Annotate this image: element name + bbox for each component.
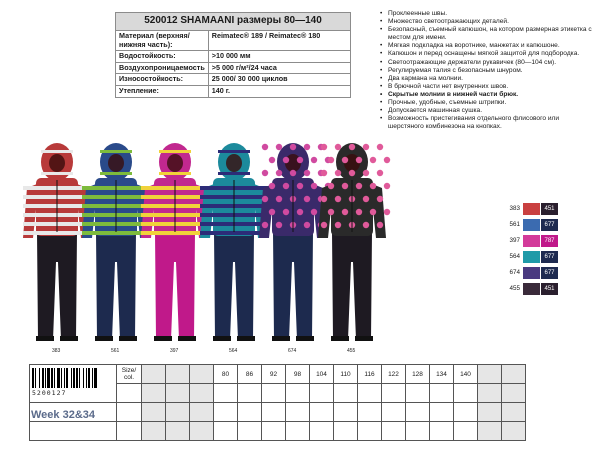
spec-key: Материал (верхняя/ нижняя часть): bbox=[116, 31, 209, 51]
color-swatch-dark: 451 bbox=[541, 203, 558, 215]
qty-cell[interactable] bbox=[166, 403, 190, 422]
qty-cell[interactable] bbox=[310, 422, 334, 441]
barcode-bar bbox=[76, 368, 78, 388]
barcode-bar bbox=[73, 368, 75, 388]
size-140: 140 bbox=[454, 365, 478, 384]
size-col-header: Size/ col. bbox=[117, 365, 142, 384]
barcode-bar bbox=[94, 368, 97, 388]
barcode bbox=[32, 368, 116, 388]
qty-cell[interactable] bbox=[430, 403, 454, 422]
snowsuit-383 bbox=[23, 143, 91, 341]
qty-cell[interactable] bbox=[382, 384, 406, 403]
qty-cell[interactable] bbox=[430, 422, 454, 441]
qty-cell[interactable] bbox=[454, 422, 478, 441]
color-swatch-dark: 677 bbox=[541, 251, 558, 263]
barcode-bar bbox=[32, 368, 34, 388]
suit-code: 564 bbox=[229, 348, 238, 354]
snowsuit-674 bbox=[259, 143, 331, 341]
qty-cell[interactable] bbox=[502, 422, 526, 441]
qty-cell[interactable] bbox=[334, 384, 358, 403]
spec-value: Reimatec® 189 / Reimatec® 180 bbox=[208, 31, 350, 51]
snowsuit-564 bbox=[200, 143, 268, 341]
size-92: 92 bbox=[262, 365, 286, 384]
size-86: 86 bbox=[238, 365, 262, 384]
suit-code: 561 bbox=[111, 348, 120, 354]
feature-item: • Мягкая подкладка на воротнике, манжетах и капюшоне. bbox=[380, 42, 596, 50]
barcode-bar bbox=[51, 368, 53, 388]
qty-cell[interactable] bbox=[286, 422, 310, 441]
suit-code: 397 bbox=[170, 348, 179, 354]
feature-item: • Возможность пристегивания отдельного флисового или шерстяного комбинезона на кнопках. bbox=[380, 115, 596, 131]
feature-item: • Два кармана на молнии. bbox=[380, 75, 596, 83]
swatch-code: 674 bbox=[509, 269, 520, 276]
barcode-bar bbox=[61, 368, 62, 388]
qty-cell[interactable] bbox=[166, 384, 190, 403]
spec-key: Водостойкость: bbox=[116, 51, 209, 63]
qty-cell[interactable] bbox=[214, 422, 238, 441]
color-swatch bbox=[523, 283, 540, 295]
size-122: 122 bbox=[382, 365, 406, 384]
barcode-bar bbox=[88, 368, 90, 388]
qty-cell[interactable] bbox=[358, 422, 382, 441]
qty-cell[interactable] bbox=[358, 403, 382, 422]
swatch-code: 383 bbox=[509, 205, 520, 212]
color-swatch bbox=[523, 251, 540, 263]
feature-item: • Регулируемая талия с безопасным шнуром. bbox=[380, 67, 596, 75]
barcode-number: 5200127 bbox=[32, 389, 67, 397]
week-label: Week 32&34 bbox=[31, 409, 96, 421]
qty-cell[interactable] bbox=[214, 403, 238, 422]
spec-value: 25 000/ 30 000 циклов bbox=[208, 74, 350, 86]
feature-item: • Прочные, удобные, съемные штрипки. bbox=[380, 99, 596, 107]
barcode-bar bbox=[64, 368, 65, 388]
barcode-bar bbox=[79, 368, 80, 388]
qty-cell[interactable] bbox=[238, 403, 262, 422]
spec-value: >5 000 г/м²/24 часа bbox=[208, 62, 350, 74]
barcode-bar bbox=[66, 368, 68, 388]
qty-cell[interactable] bbox=[382, 403, 406, 422]
swatch-code: 397 bbox=[509, 237, 520, 244]
feature-item: • Допускается машинная сушка. bbox=[380, 107, 596, 115]
barcode-bar bbox=[54, 368, 55, 388]
qty-cell[interactable] bbox=[406, 403, 430, 422]
size-128: 128 bbox=[406, 365, 430, 384]
suit-code: 383 bbox=[52, 348, 61, 354]
color-swatch bbox=[523, 267, 540, 279]
qty-cell[interactable] bbox=[286, 384, 310, 403]
qty-cell[interactable] bbox=[286, 403, 310, 422]
color-swatch-dark: 677 bbox=[541, 267, 558, 279]
qty-cell[interactable] bbox=[190, 422, 214, 441]
qty-cell[interactable] bbox=[454, 403, 478, 422]
qty-cell[interactable] bbox=[478, 403, 502, 422]
size-104: 104 bbox=[310, 365, 334, 384]
qty-cell[interactable] bbox=[310, 403, 334, 422]
qty-cell[interactable] bbox=[478, 384, 502, 403]
qty-cell[interactable] bbox=[382, 422, 406, 441]
color-swatch-dark: 787 bbox=[541, 235, 558, 247]
color-swatch-dark: 677 bbox=[541, 219, 558, 231]
spec-value: >10 000 мм bbox=[208, 51, 350, 63]
qty-cell[interactable] bbox=[142, 384, 166, 403]
qty-cell[interactable] bbox=[262, 422, 286, 441]
qty-cell[interactable] bbox=[502, 384, 526, 403]
qty-cell[interactable] bbox=[238, 384, 262, 403]
qty-cell[interactable] bbox=[310, 384, 334, 403]
qty-cell[interactable] bbox=[190, 403, 214, 422]
color-swatch bbox=[523, 219, 540, 231]
size-116: 116 bbox=[358, 365, 382, 384]
snowsuit-561 bbox=[82, 143, 150, 341]
qty-cell[interactable] bbox=[430, 384, 454, 403]
qty-cell[interactable] bbox=[502, 403, 526, 422]
qty-cell[interactable] bbox=[478, 422, 502, 441]
color-swatch-dark: 451 bbox=[541, 283, 558, 295]
order-row bbox=[30, 422, 526, 441]
feature-item: • Скрытые молнии в нижней части брюк. bbox=[380, 91, 596, 99]
feature-item: • Проклеенные швы. bbox=[380, 10, 596, 18]
feature-item: • Светоотражающие держатели рукавичек (80—104 см). bbox=[380, 59, 596, 67]
color-swatch bbox=[523, 203, 540, 215]
barcode-bar bbox=[39, 368, 40, 388]
qty-cell[interactable] bbox=[190, 384, 214, 403]
qty-cell[interactable] bbox=[142, 403, 166, 422]
barcode-bar bbox=[35, 368, 36, 388]
barcode-bar bbox=[83, 368, 84, 388]
qty-cell[interactable] bbox=[454, 384, 478, 403]
swatch-code: 455 bbox=[509, 285, 520, 292]
feature-item: • В брючной части нет внутренних швов. bbox=[380, 83, 596, 91]
barcode-bar bbox=[71, 368, 72, 388]
qty-cell[interactable] bbox=[238, 422, 262, 441]
qty-cell[interactable] bbox=[214, 384, 238, 403]
size-134: 134 bbox=[430, 365, 454, 384]
qty-cell[interactable] bbox=[142, 422, 166, 441]
barcode-bar bbox=[45, 368, 46, 388]
size-98: 98 bbox=[286, 365, 310, 384]
spec-value: 140 г. bbox=[208, 85, 350, 97]
qty-cell[interactable] bbox=[406, 384, 430, 403]
spec-title: 520012 SHAMAANI размеры 80—140 bbox=[116, 13, 351, 31]
qty-cell[interactable] bbox=[334, 422, 358, 441]
color-swatch bbox=[523, 235, 540, 247]
swatch-code: 564 bbox=[509, 253, 520, 260]
feature-item: • Безопасный, съемный капюшон, на котором размерная этикетка с местом для имени. bbox=[380, 26, 596, 42]
snowsuit-455 bbox=[318, 143, 390, 341]
suit-code: 674 bbox=[288, 348, 297, 354]
barcode-bar bbox=[42, 368, 44, 388]
qty-cell[interactable] bbox=[262, 384, 286, 403]
qty-cell[interactable] bbox=[166, 422, 190, 441]
barcode-bar bbox=[86, 368, 87, 388]
qty-cell[interactable] bbox=[334, 403, 358, 422]
qty-cell[interactable] bbox=[262, 403, 286, 422]
spec-key: Воздухопроницаемость bbox=[116, 62, 209, 74]
barcode-bar bbox=[47, 368, 50, 388]
spec-key: Утепление: bbox=[116, 85, 209, 97]
barcode-bar bbox=[57, 368, 60, 388]
suit-code: 455 bbox=[347, 348, 356, 354]
barcode-bar bbox=[92, 368, 93, 388]
feature-item: • Капюшон и перед оснащены мягкой защитой для подбородка. bbox=[380, 50, 596, 58]
qty-cell[interactable] bbox=[358, 384, 382, 403]
feature-item: • Множество светоотражающих деталей. bbox=[380, 18, 596, 26]
size-110: 110 bbox=[334, 365, 358, 384]
size-80: 80 bbox=[214, 365, 238, 384]
qty-cell[interactable] bbox=[406, 422, 430, 441]
snowsuit-397 bbox=[141, 143, 209, 341]
spec-key: Износостойкость: bbox=[116, 74, 209, 86]
order-row bbox=[30, 403, 526, 422]
swatch-code: 561 bbox=[509, 221, 520, 228]
